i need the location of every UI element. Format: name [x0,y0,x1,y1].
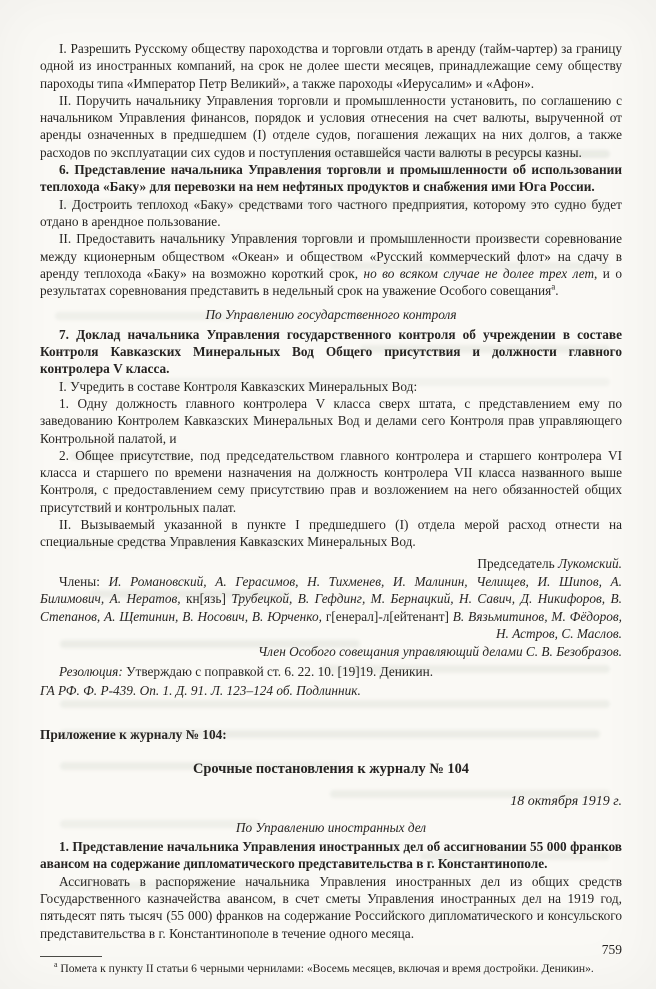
members-names-run-3: В. Вязьмитинов, М. Фёдоров, Н. Астров, С. Маслов. [452,608,622,641]
members-names-run-2: Трубецкой, В. Гефдинг, М. Бернацкий, Н. Савич, Д. Никифоров, В. Степанов, А. Щетинин, В. Носович, В. Юрченко, [40,591,622,624]
paragraph-6-II-period: . [555,283,559,299]
annex-label: Приложение к журналу № 104: [40,726,227,742]
footnote-separator [40,956,102,957]
annex-paragraph-1: Ассигновать в распоряжение начальника Управления иностранных дел из общих средств Государственного казначейства авансом, в счет сметы Управления иностранных дел на 1919 год, пятьдесят пять тысяч (55 000) франков на содержание Российского дипломатического и консульского представительства в г. Константинополе в течение одного месяца. [40,873,622,941]
page-number: 759 [601,942,622,957]
archive-reference: ГА РФ. Ф. Р-439. Оп. 1. Д. 91. Л. 123–124 об. Подлинник. [40,682,361,698]
members-title-general: г[енерал]-л[ейтенант] [325,608,453,624]
paragraph-7-I: I. Учредить в составе Контроля Кавказских Минеральных Вод: [59,378,418,394]
section-heading-foreign-affairs: По Управлению иностранных дел [235,819,427,835]
paragraph-7-II: II. Вызываемый указанной в пункте I предшедшего (I) отдела мерой расход отнести на специальные средства Управления Кавказских Минеральных Вод. [40,517,622,550]
paragraph-6-II-continuation: , и о результатах соревнования представить в недельный срок на уважение Особого совещания [40,265,622,299]
section-heading-state-control: По Управлению государственного контроля [205,307,457,323]
paragraph-7-2: 2. Общее присутствие, под председательством главного контролера и старшего контролера VI класса и старшего по времени назначения на должность контролера VII класса названного выше Контроля, с предоставлением сему присутствию прав и возложением на него обязанностей общих присутствий и контрольных палат. [40,447,622,515]
paragraph-6-I: I. Достроить теплоход «Баку» средствами того частного предприятия, которому это судно будет отдано в арендное пользование. [40,196,622,229]
paragraph-6-II-start: II. Предоставить начальнику Управления торговли и промышленности произвести соревнование между кционерным обществом «Океан» и обществом «Русский коммерческий флот» на сдачу в аренду теплохода «Баку» на возможно короткий срок, [40,231,622,281]
resolution [40,663,622,680]
footnote-block [40,956,622,976]
footnote-marker-a: а [54,960,58,970]
chairman-name: Лукомский. [558,555,622,571]
members-names-run-1: И. Романовский, А. Герасимов, Н. Тихменев, И. Малинин, Челищев, И. Шипов, А. Билимович, А. Нератов, [40,573,622,607]
signature-special-member: Член Особого совещания управляющий делами С. В. Безобразов. [258,644,622,660]
footnote-marker-a: а [551,281,556,292]
footnote [40,961,622,976]
paragraph-7-1: 1. Одну должность главного контролера V класса сверх штата, с представлением ему по заведованию Контролем Кавказских Минеральных Вод и делами сего Контроля прав управляющего Контрольной палатой, и [40,395,622,446]
chairman-label: Председатель [477,555,558,571]
signature-chairman [40,555,622,572]
members-label: Члены: [59,573,109,589]
annex-title: Срочные постановления к журналу № 104 [193,761,469,778]
paragraph-6-II-italic-clause: но во всяком случае не долее трех лет [363,265,595,281]
signature-members [40,573,622,642]
paragraph-currency: II. Поручить начальнику Управления торговли и промышленности установить, по соглашению с начальником Управления финансов, порядок и условия отнесения на счет валюты, вырученной от аренды означенных в предшедшем (I) отделе судов, погашения лежащих на них долгов, а также расходов по эксплуатации сих судов и поступления оставшейся части валюты в ресурсы казны. [40,92,622,160]
heading-item-6: 6. Представление начальника Управления торговли и промышленности об использовании теплохода «Баку» для перевозки на нем нефтяных продуктов и снабжения ими Юга России. [40,162,622,195]
annex-date: 18 октября 1919 г. [510,793,622,809]
members-title-knyaz: кн[язь] [186,591,232,607]
paragraph-charter: I. Разрешить Русскому обществу пароходства и торговли отдать в аренду (тайм-чартер) за границу одной из иностранных компаний, на срок не долее шести месяцев, принадлежащие сему обществу пароходы типа «Император Петр Великий», а также пароходы «Иерусалим» и «Афон». [40,41,622,91]
resolution-text: Утверждаю с поправкой ст. 6. 22. 10. [19]19. Деникин. [126,664,434,680]
footnote-text: Помета к пункту II статьи 6 черными чернилами: «Восемь месяцев, включая и время достройки. Деникин». [57,961,594,975]
heading-item-7: 7. Доклад начальника Управления государственного контроля об учреждении в составе Контроля Кавказских Минеральных Вод Общего присутствия и должности главного контролера V класса. [40,326,622,377]
resolution-label: Резолюция: [59,664,127,680]
paragraph-6-II [40,230,622,299]
text-block [40,40,622,976]
annex-heading-item-1: 1. Представление начальника Управления иностранных дел об ассигновании 55 000 франков авансом на содержание дипломатического представительства в г. Константинополе. [40,839,622,872]
